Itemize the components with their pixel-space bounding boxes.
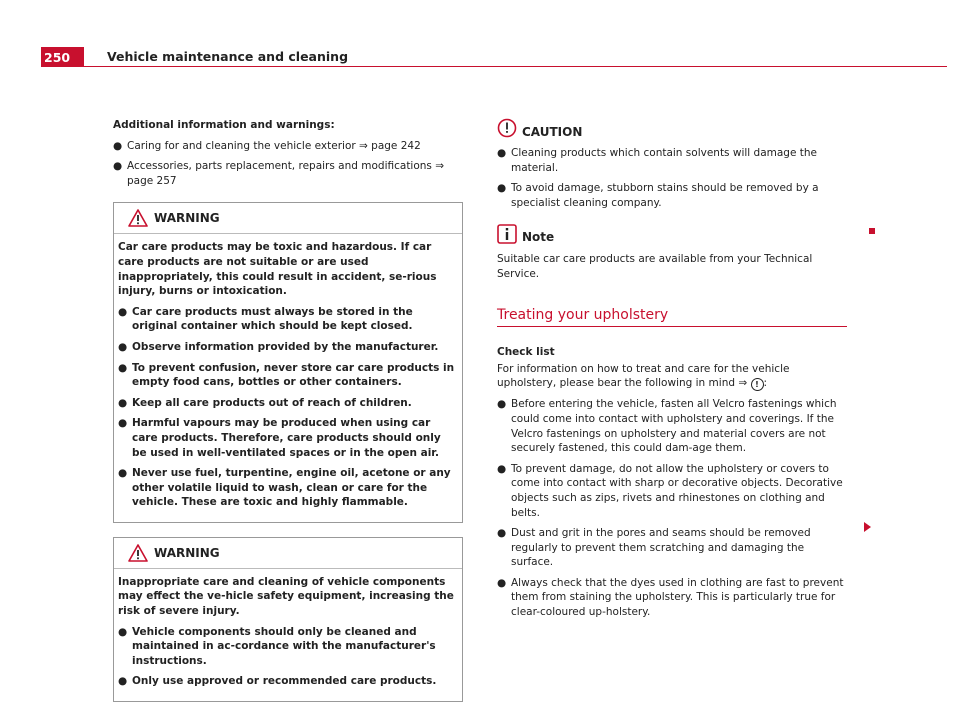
list-item-text: Vehicle components should only be cleaned and maintained in ac-cordance with the manufacturer's instructions.: [132, 625, 436, 667]
warning-header: [114, 203, 462, 234]
list-item: ● Accessories, parts replacement, repairs and modifications ⇒ page 257: [113, 160, 445, 187]
list-item-text[interactable]: Accessories, parts replacement, repairs and modifications ⇒ page 257: [127, 160, 445, 187]
warning-header: [114, 538, 462, 569]
end-of-section-icon: [869, 228, 875, 234]
right-column: [497, 118, 847, 626]
warning-body: [114, 234, 462, 522]
note-text: Suitable car care products are available from your Technical Service.: [497, 253, 813, 280]
warning-paragraph: Car care products may be toxic and hazardous. If car care products are not suitable or are used inappropriately, this could result in accident, se-rious injury, burns or intoxication.: [118, 241, 437, 298]
list-item: ● To prevent damage, do not allow the upholstery or covers to come into contact with sharp or decorative objects. Decorative objects such as zips, rivets and rhinestones on clothing and belts.: [497, 462, 843, 519]
left-column: [113, 118, 463, 702]
list-item: ● Dust and grit in the pores and seams should be removed regularly to prevent them scratching and damaging the surface.: [497, 527, 811, 569]
list-item-text: To prevent damage, do not allow the upholstery or covers to come into contact with sharp or decorative objects. Decorative objects such as zips, rivets and rhinestones on clothing and belts.: [511, 462, 843, 519]
warning-box-2: [113, 537, 463, 702]
running-title: Vehicle maintenance and cleaning: [107, 49, 349, 64]
warning-triangle-icon: [128, 544, 148, 562]
warning-title: WARNING: [154, 545, 220, 560]
page-header: [41, 47, 947, 67]
note-title: Note: [522, 230, 555, 245]
list-item: ● Car care products must always be stored in the original container which should be kept closed.: [118, 305, 413, 333]
warning-triangle-icon: [128, 209, 148, 227]
list-item-text: Dust and grit in the pores and seams should be removed regularly to prevent them scratching and damaging the surface.: [511, 527, 811, 569]
list-item-text: Never use fuel, turpentine, engine oil, acetone or any other volatile liquid to wash, clean or care for the vehicle. These are toxic and highly flammable.: [132, 467, 451, 509]
list-item-text: Harmful vapours may be produced when using car care products. Therefore, care products should only be used in well-ventilated spaces or in the open air.: [132, 417, 441, 459]
page-number: 250: [41, 47, 84, 67]
list-item-text: Only use approved or recommended care products.: [132, 675, 437, 688]
caution-title: CAUTION: [522, 125, 583, 139]
list-item-text: Keep all care products out of reach of children.: [132, 396, 412, 409]
list-item: ● Harmful vapours may be produced when using car care products. Therefore, care products should only be used in well-ventilated spaces or in the open air.: [118, 417, 441, 459]
list-item-text: Before entering the vehicle, fasten all Velcro fastenings which could come into contact with upholstery and coverings. If the Velcro fastenings on upholstery and material covers are not securely fastened, this could dam-age them.: [511, 398, 837, 455]
list-item-text: To prevent confusion, never store car care products in empty food cans, bottles or other containers.: [132, 361, 455, 389]
exclamation-circle-icon: [497, 118, 517, 138]
list-item: ● Before entering the vehicle, fasten all Velcro fastenings which could come into contact with upholstery and coverings. If the Velcro fastenings on upholstery and material covers are not securely fastened, this could dam-age them.: [497, 398, 837, 455]
checklist-intro-text: For information on how to treat and care for the vehicle upholstery, please bear the following in mind ⇒: [497, 362, 790, 390]
list-item: ● Cleaning products which contain solvents will damage the material.: [497, 147, 818, 174]
list-item: ● Always check that the dyes used in clothing are fast to prevent them from staining the upholstery. This is particularly true for clear-coloured up-holstery.: [497, 576, 844, 619]
list-item: ● To avoid damage, stubborn stains should be removed by a specialist cleaning company.: [497, 182, 819, 209]
list-item: ● To prevent confusion, never store car care products in empty food cans, bottles or other containers.: [118, 361, 455, 389]
header-rule: [84, 66, 947, 67]
list-item-text: Cleaning products which contain solvents will damage the material.: [511, 147, 818, 174]
checklist-intro: [497, 362, 847, 392]
section-title: Treating your upholstery: [497, 308, 847, 328]
list-item: ● Keep all care products out of reach of children.: [118, 396, 412, 409]
list-item-text: Observe information provided by the manufacturer.: [132, 340, 439, 353]
warning-body: [114, 569, 462, 701]
warning-paragraph: Inappropriate care and cleaning of vehicle components may effect the ve-hicle safety equipment, increasing the risk of severe injury.: [118, 575, 454, 618]
list-item: ● Observe information provided by the manufacturer.: [118, 340, 439, 353]
checklist-intro-colon: :: [763, 377, 768, 390]
list-item: ● Vehicle components should only be cleaned and maintained in ac-cordance with the manufacturer's instructions.: [118, 625, 436, 667]
list-item: ● Only use approved or recommended care products.: [118, 675, 437, 688]
list-item-text[interactable]: Caring for and cleaning the vehicle exterior ⇒ page 242: [127, 139, 421, 152]
caution-header: [497, 118, 847, 142]
checklist-heading: Check list: [497, 346, 555, 359]
next-page-arrow-icon: [864, 522, 871, 532]
list-item: ● Never use fuel, turpentine, engine oil, acetone or any other volatile liquid to wash, clean or care for the vehicle. These are toxic and highly flammable.: [118, 467, 451, 509]
warning-title: WARNING: [154, 211, 220, 226]
note-header: [497, 224, 847, 248]
list-item-text: To avoid damage, stubborn stains should be removed by a specialist cleaning company.: [511, 182, 819, 209]
exclamation-circle-icon[interactable]: !: [751, 378, 764, 391]
warning-box-1: [113, 202, 463, 523]
list-item-text: Always check that the dyes used in clothing are fast to prevent them from staining the upholstery. This is particularly true for clear-coloured up-holstery.: [511, 576, 844, 619]
additional-info-heading: Additional information and warnings:: [113, 119, 335, 131]
info-note-icon: [497, 224, 517, 244]
list-item-text: Car care products must always be stored in the original container which should be kept closed.: [132, 305, 413, 333]
list-item: ● Caring for and cleaning the vehicle exterior ⇒ page 242: [113, 139, 421, 152]
